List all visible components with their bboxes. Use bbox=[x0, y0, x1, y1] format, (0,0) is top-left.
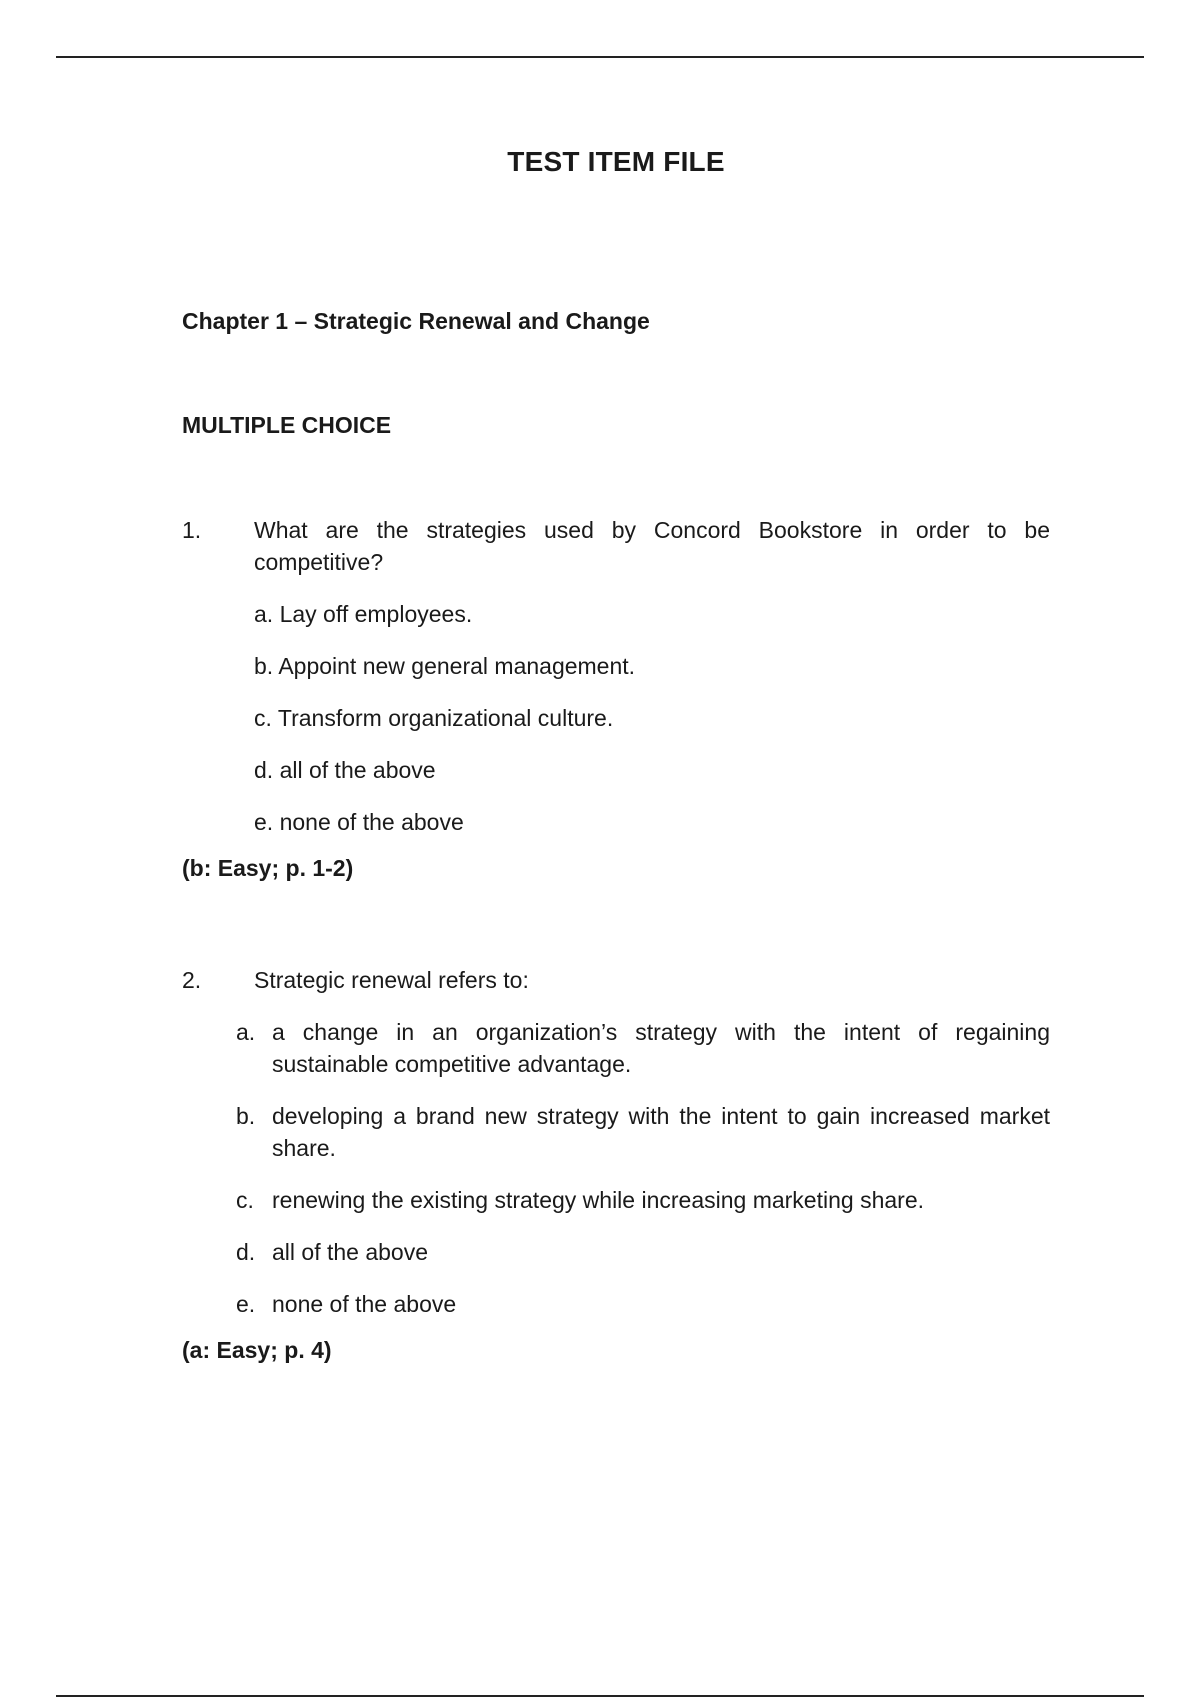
option-c bbox=[236, 1184, 1050, 1216]
option-a bbox=[236, 1016, 1050, 1080]
question-number: 1. bbox=[182, 517, 202, 543]
option-letter: b. bbox=[236, 1103, 256, 1129]
option-d bbox=[254, 754, 1050, 786]
question-text: What are the strategies used by Concord Bookstore in order to be competitive? bbox=[254, 517, 1050, 575]
option-e bbox=[254, 806, 1050, 838]
option-text: Lay off employees. bbox=[279, 601, 473, 627]
question-2-options bbox=[236, 1016, 1050, 1320]
question-number: 2. bbox=[182, 967, 202, 993]
question-1 bbox=[182, 514, 1050, 884]
top-rule bbox=[56, 56, 1144, 58]
option-letter: d. bbox=[236, 1239, 256, 1265]
option-text: Appoint new general management. bbox=[278, 653, 636, 679]
question-text: Strategic renewal refers to: bbox=[254, 967, 529, 993]
option-text: Transform organizational culture. bbox=[277, 705, 614, 731]
option-letter: b. bbox=[254, 653, 274, 679]
chapter-heading: Chapter 1 – Strategic Renewal and Change bbox=[182, 308, 650, 334]
answer-key: (a: Easy; p. 4) bbox=[182, 1337, 332, 1363]
section-heading: MULTIPLE CHOICE bbox=[182, 412, 392, 438]
option-letter: d. bbox=[254, 757, 274, 783]
option-text: none of the above bbox=[272, 1291, 457, 1317]
option-letter: e. bbox=[236, 1291, 256, 1317]
document-title: TEST ITEM FILE bbox=[507, 146, 725, 177]
option-c bbox=[254, 702, 1050, 734]
option-text: none of the above bbox=[279, 809, 464, 835]
option-b bbox=[236, 1100, 1050, 1164]
answer-key: (b: Easy; p. 1-2) bbox=[182, 855, 354, 881]
question-2 bbox=[182, 964, 1050, 1366]
option-letter: e. bbox=[254, 809, 274, 835]
option-text: all of the above bbox=[272, 1239, 429, 1265]
option-text: all of the above bbox=[279, 757, 436, 783]
question-1-options bbox=[254, 598, 1050, 838]
question-1-stem bbox=[182, 514, 1050, 578]
option-text: renewing the existing strategy while increasing marketing share. bbox=[272, 1187, 924, 1213]
option-e bbox=[236, 1288, 1050, 1320]
bottom-rule bbox=[56, 1695, 1144, 1697]
option-a bbox=[254, 598, 1050, 630]
option-letter: c. bbox=[236, 1187, 254, 1213]
option-letter: a. bbox=[236, 1019, 256, 1045]
option-letter: a. bbox=[254, 601, 274, 627]
option-b bbox=[254, 650, 1050, 682]
option-text: a change in an organization’s strategy with the intent of regaining sustainable competitive advantage. bbox=[272, 1019, 1050, 1077]
option-letter: c. bbox=[254, 705, 272, 731]
option-text: developing a brand new strategy with the intent to gain increased market share. bbox=[272, 1103, 1050, 1161]
question-2-stem bbox=[182, 964, 1050, 996]
option-d bbox=[236, 1236, 1050, 1268]
